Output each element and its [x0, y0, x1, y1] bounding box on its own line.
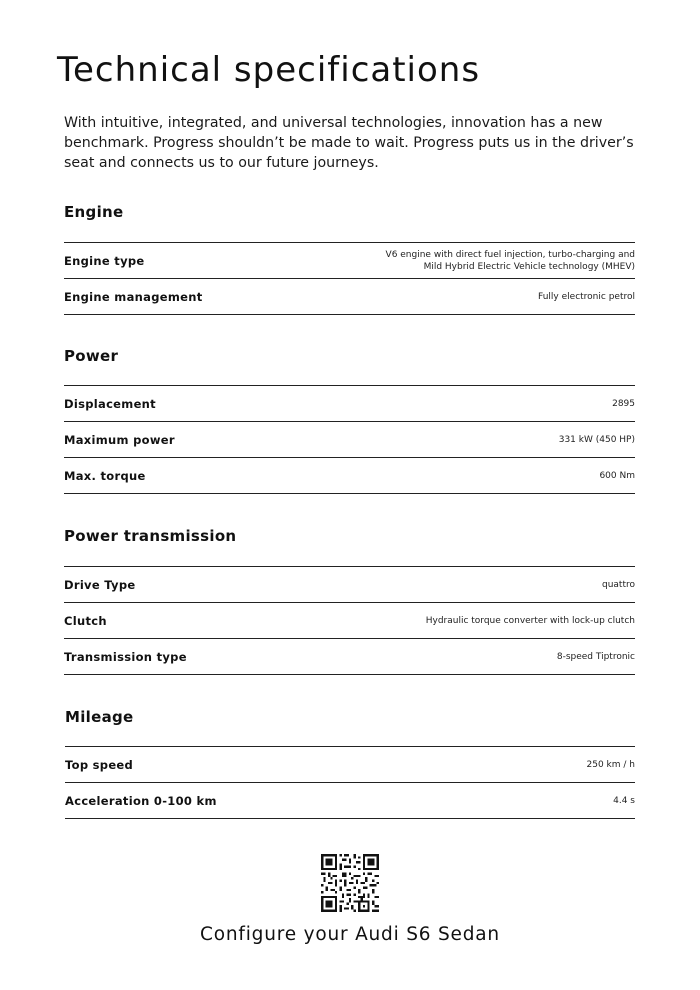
spec-label: Displacement: [64, 396, 156, 411]
spec-label: Maximum power: [64, 432, 175, 447]
section-heading-mileage: Mileage: [65, 708, 134, 726]
spec-row-max-torque: [64, 458, 635, 494]
spec-label: Clutch: [64, 613, 107, 628]
spec-table-power: [64, 385, 635, 494]
spec-value: 8-speed Tiptronic: [556, 651, 635, 662]
spec-row-engine-type: [64, 243, 635, 279]
spec-label: Drive Type: [64, 577, 136, 592]
section-heading-engine: Engine: [64, 203, 124, 221]
qr-code-icon[interactable]: [321, 854, 379, 912]
spec-row-drive-type: [64, 567, 635, 603]
spec-value: 250 km / h: [586, 759, 635, 770]
configure-cta[interactable]: Configure your Audi S6 Sedan: [200, 924, 500, 945]
spec-table-power-transmission: [64, 566, 635, 675]
spec-value: 2895: [612, 398, 635, 409]
spec-value: Fully electronic petrol: [538, 291, 635, 302]
spec-value: 331 kW (450 HP): [558, 434, 635, 445]
section-heading-power: Power: [64, 347, 119, 365]
spec-row-engine-management: [64, 279, 635, 315]
section-heading-power-transmission: Power transmission: [64, 527, 237, 545]
spec-label: Transmission type: [64, 649, 187, 664]
spec-row-maximum-power: [64, 422, 635, 458]
spec-label: Max. torque: [64, 468, 146, 483]
spec-value: quattro: [602, 579, 635, 590]
spec-value: Hydraulic torque converter with lock-up clutch: [425, 615, 635, 626]
spec-value-line: Mild Hybrid Electric Vehicle technology (MHEV): [423, 261, 635, 272]
spec-row-clutch: [64, 603, 635, 639]
spec-label: Engine type: [64, 253, 145, 268]
spec-label: Engine management: [64, 289, 203, 304]
spec-row-displacement: [64, 386, 635, 422]
spec-row-acceleration: [65, 783, 635, 819]
spec-label: Acceleration 0-100 km: [65, 793, 217, 808]
page-title: Technical specifications: [57, 50, 481, 90]
spec-table-mileage: [65, 746, 635, 819]
intro-paragraph: With intuitive, integrated, and universal technologies, innovation has a new benchmark. Progress shouldn’t be made to wait. Progress puts us in the driver’s seat and connects us to our future journeys.: [64, 115, 634, 171]
spec-label: Top speed: [65, 757, 134, 772]
spec-table-engine: [64, 242, 635, 315]
spec-row-transmission-type: [64, 639, 635, 675]
spec-value: 4.4 s: [613, 795, 635, 806]
spec-value-line: V6 engine with direct fuel injection, turbo-charging and: [385, 249, 635, 260]
spec-value: 600 Nm: [599, 470, 635, 481]
spec-value: [386, 249, 635, 273]
spec-row-top-speed: [65, 747, 635, 783]
